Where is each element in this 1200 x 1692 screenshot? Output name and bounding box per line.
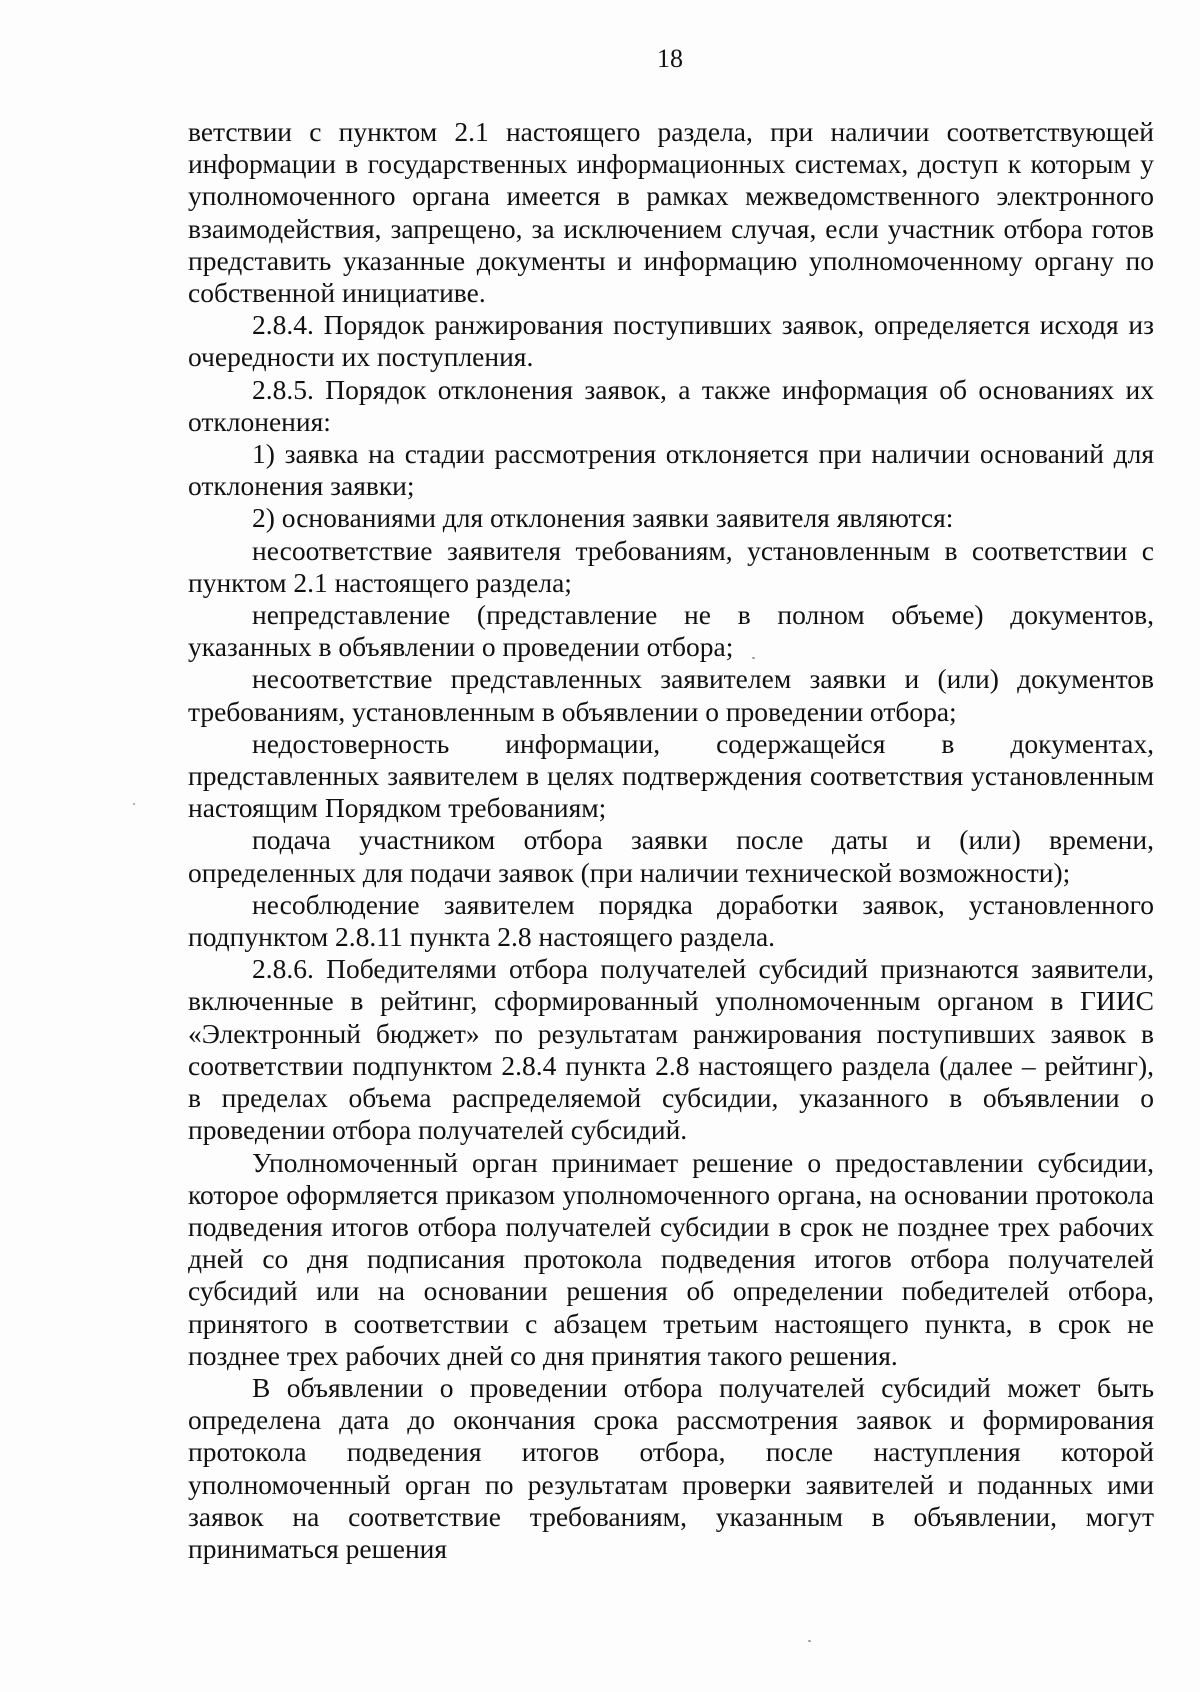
scan-speck bbox=[133, 803, 135, 805]
paragraph: несоответствие заявителя требованиям, установленным в соответствии с пунктом 2.1 настоящего раздела; bbox=[188, 534, 1154, 598]
paragraph: подача участником отбора заявки после даты и (или) времени, определенных для подачи заявок (при наличии технической возможности); bbox=[188, 824, 1154, 888]
list-item: 2) основаниями для отклонения заявки заявителя являются: bbox=[252, 502, 954, 534]
paragraph: 2.8.5. Порядок отклонения заявок, а также информация об основаниях их отклонения: bbox=[188, 373, 1154, 437]
document-body bbox=[188, 116, 1154, 1565]
paragraph: непредставление (представление не в полном объеме) документов, указанных в объявлении о проведении отбора; bbox=[188, 599, 1154, 663]
paragraph: Уполномоченный орган принимает решение о предоставлении субсидии, которое оформляется приказом уполномоченного органа, на основании протокола подведения итогов отбора получателей субсидии в срок не позднее трех рабочих дней со дня подписания протокола подведения итогов отбора получателей субсидий или на основании решения об определении победителей отбора, принятого в соответствии с абзацем третьим настоящего пункта, в срок не позднее трех рабочих дней со дня принятия такого решения. bbox=[188, 1146, 1154, 1371]
paragraph: недостоверность информации, содержащейся в документах, представленных заявителем в целях подтверждения соответствия установленным настоящим Порядком требованиям; bbox=[188, 727, 1154, 824]
page-number: 18 bbox=[657, 44, 683, 73]
paragraph: 2.8.4. Порядок ранжирования поступивших заявок, определяется исходя из очередности их поступления. bbox=[188, 309, 1154, 373]
paragraph: В объявлении о проведении отбора получателей субсидий может быть определена дата до окончания срока рассмотрения заявок и формирования протокола подведения итогов отбора, после наступления которой уполномоченный орган по результатам проверки заявителей и поданных ими заявок на соответствие требованиям, указанным в объявлении, могут приниматься решения bbox=[188, 1371, 1154, 1564]
list-item: 1) заявка на стадии рассмотрения отклоняется при наличии оснований для отклонения заявки; bbox=[188, 438, 1154, 502]
paragraph: несоответствие представленных заявителем заявки и (или) документов требованиям, установленным в объявлении о проведении отбора; bbox=[188, 663, 1154, 727]
paragraph: ветствии с пунктом 2.1 настоящего раздела, при наличии соответствующей информации в государственных информационных системах, доступ к которым у уполномоченного органа имеется в рамках межведомственного электронного взаимодействия, запрещено, за исключением случая, если участник отбора готов представить указанные документы и информацию уполномоченному органу по собственной инициативе. bbox=[188, 116, 1154, 309]
paragraph: 2.8.6. Победителями отбора получателей субсидий признаются заявители, включенные в рейтинг, сформированный уполномоченным органом в ГИИС «Электронный бюджет» по результатам ранжирования поступивших заявок в соответствии подпунктом 2.8.4 пункта 2.8 настоящего раздела (далее – рейтинг), в пределах объема распределяемой субсидии, указанного в объявлении о проведении отбора получателей субсидий. bbox=[188, 953, 1154, 1146]
scan-speck bbox=[808, 1640, 811, 1642]
scan-speck bbox=[752, 657, 755, 659]
paragraph: несоблюдение заявителем порядка доработки заявок, установленного подпунктом 2.8.11 пункта 2.8 настоящего раздела. bbox=[188, 888, 1154, 953]
